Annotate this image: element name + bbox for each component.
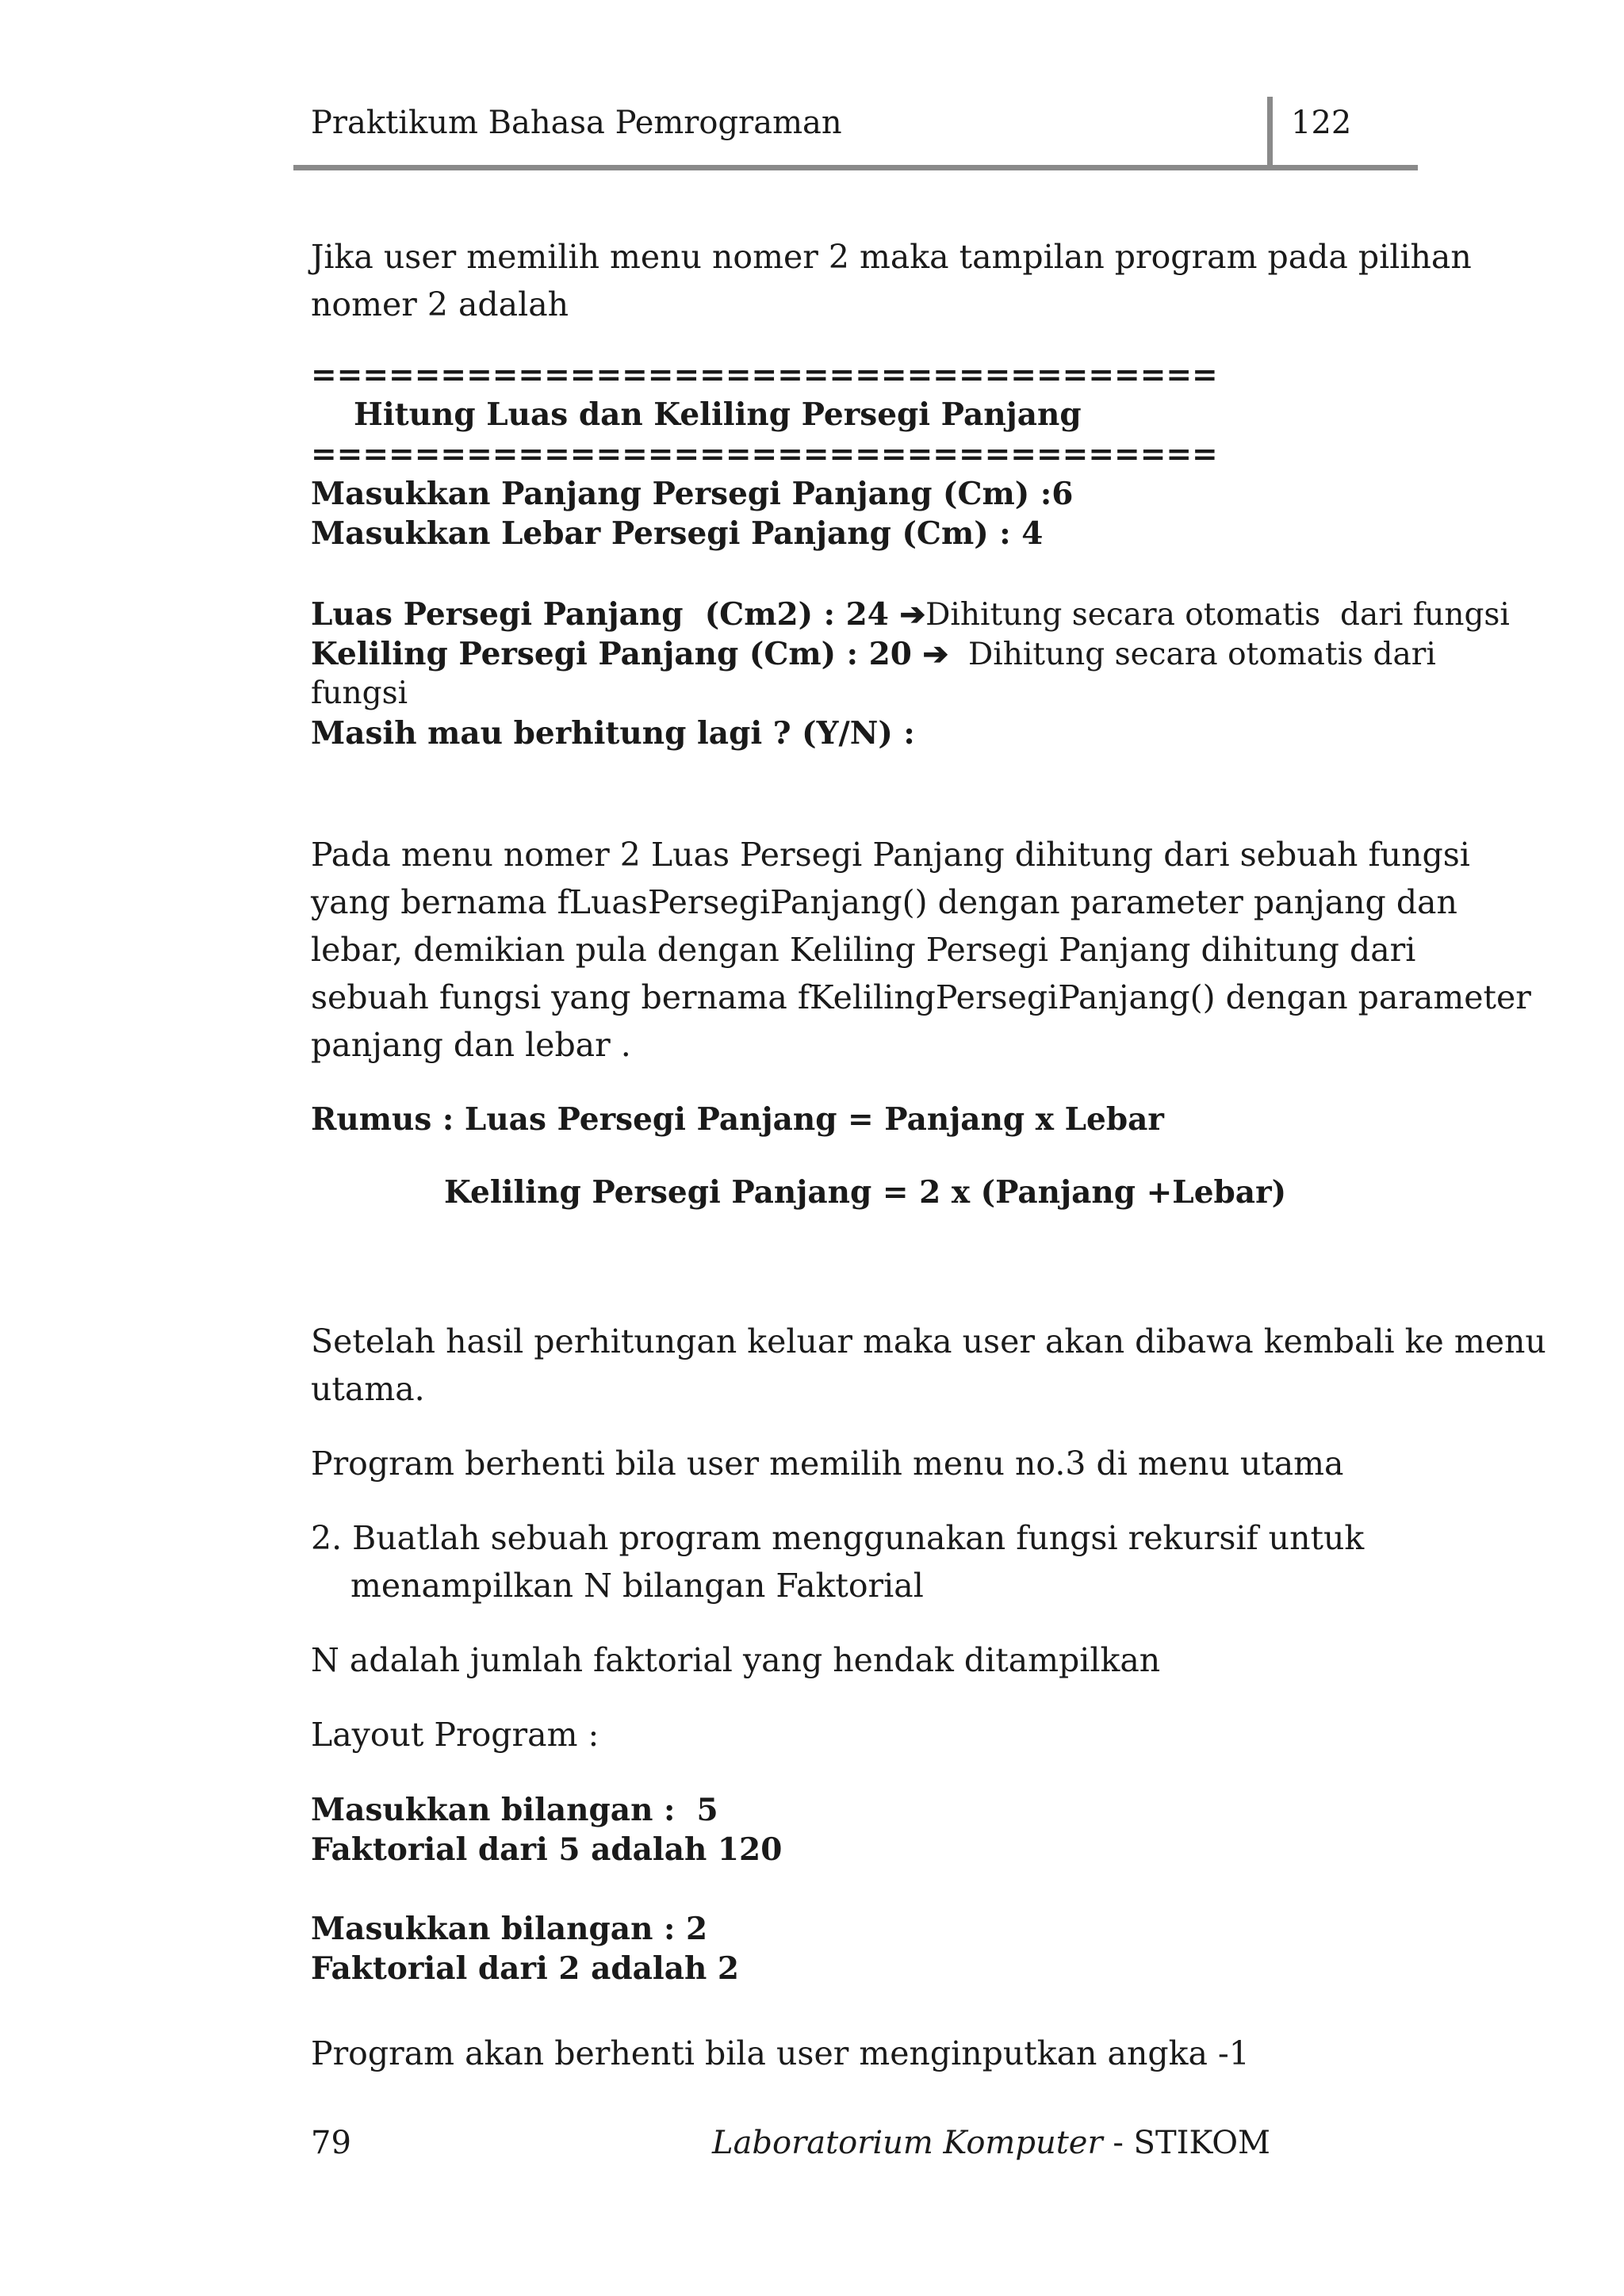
arrow-icon: ➔ (922, 636, 949, 672)
task2-line-1: 2. Buatlah sebuah program menggunakan fungsi rekursif untuk (311, 1519, 1365, 1557)
console2-output-1: Faktorial dari 5 adalah 120 (311, 1831, 783, 1868)
task2-layout-label: Layout Program : (311, 1716, 599, 1754)
console-luas-label: Luas Persegi Panjang (Cm2) : 24 (311, 596, 900, 633)
footer-lab-rest: - STIKOM (1102, 2125, 1270, 2161)
explanation-line-1: Pada menu nomer 2 Luas Persegi Panjang dihitung dari sebuah fungsi (311, 836, 1470, 874)
console-keliling-note-cont: fungsi (311, 675, 408, 711)
console2-input-1: Masukkan bilangan : 5 (311, 1792, 718, 1828)
intro-line-2: nomer 2 adalah (311, 285, 569, 323)
stop-condition: Program berhenti bila user memilih menu no.3 di menu utama (311, 1445, 1344, 1483)
explanation-line-4: sebuah fungsi yang bernama fKelilingPersegiPanjang() dengan parameter (311, 978, 1531, 1016)
task2-line-2: menampilkan N bilangan Faktorial (350, 1567, 924, 1605)
footer-lab-italic: Laboratorium Komputer (712, 2125, 1103, 2161)
console-prompt-again: Masih mau berhitung lagi ? (Y/N) : (311, 715, 915, 752)
explanation-line-2: yang bernama fLuasPersegiPanjang() dengan parameter panjang dan (311, 883, 1457, 921)
intro-line-1: Jika user memilih menu nomer 2 maka tampilan program pada pilihan (311, 238, 1472, 276)
console-heading: Hitung Luas dan Keliling Persegi Panjang (354, 396, 1082, 433)
console-separator-top: =================================== (311, 357, 1218, 393)
after-line-2: utama. (311, 1370, 425, 1408)
running-header-title: Praktikum Bahasa Pemrograman (311, 105, 842, 141)
header-horizontal-rule (293, 165, 1418, 170)
after-line-1: Setelah hasil perhitungan keluar maka user akan dibawa kembali ke menu (311, 1322, 1546, 1360)
console-keliling-note: Dihitung secara otomatis dari (948, 637, 1436, 672)
footer-lab-name (712, 2125, 1270, 2161)
header-page-number: 122 (1291, 105, 1352, 141)
ending-line: Program akan berhenti bila user menginputkan angka -1 (311, 2034, 1250, 2072)
explanation-line-5: panjang dan lebar . (311, 1026, 631, 1064)
footer-page-number: 79 (311, 2125, 351, 2161)
header-vertical-rule (1267, 97, 1273, 170)
console-input-lebar: Masukkan Lebar Persegi Panjang (Cm) : 4 (311, 515, 1044, 552)
formula-keliling: Keliling Persegi Panjang = 2 x (Panjang +Lebar) (444, 1174, 1287, 1211)
console-luas-note: Dihitung secara otomatis dari fungsi (925, 597, 1510, 633)
formula-luas: Rumus : Luas Persegi Panjang = Panjang x Lebar (311, 1101, 1164, 1138)
console-input-panjang: Masukkan Panjang Persegi Panjang (Cm) :6 (311, 476, 1074, 512)
console-luas-line (311, 595, 1510, 635)
console-keliling-label: Keliling Persegi Panjang (Cm) : 20 (311, 636, 923, 672)
task2-n-description: N adalah jumlah faktorial yang hendak ditampilkan (311, 1641, 1161, 1679)
arrow-icon: ➔ (899, 596, 926, 633)
console-keliling-line (311, 634, 1436, 675)
explanation-line-3: lebar, demikian pula dengan Keliling Persegi Panjang dihitung dari (311, 931, 1416, 969)
console-separator-bottom: =================================== (311, 436, 1218, 473)
console2-output-2: Faktorial dari 2 adalah 2 (311, 1950, 740, 1987)
console2-input-2: Masukkan bilangan : 2 (311, 1911, 708, 1947)
